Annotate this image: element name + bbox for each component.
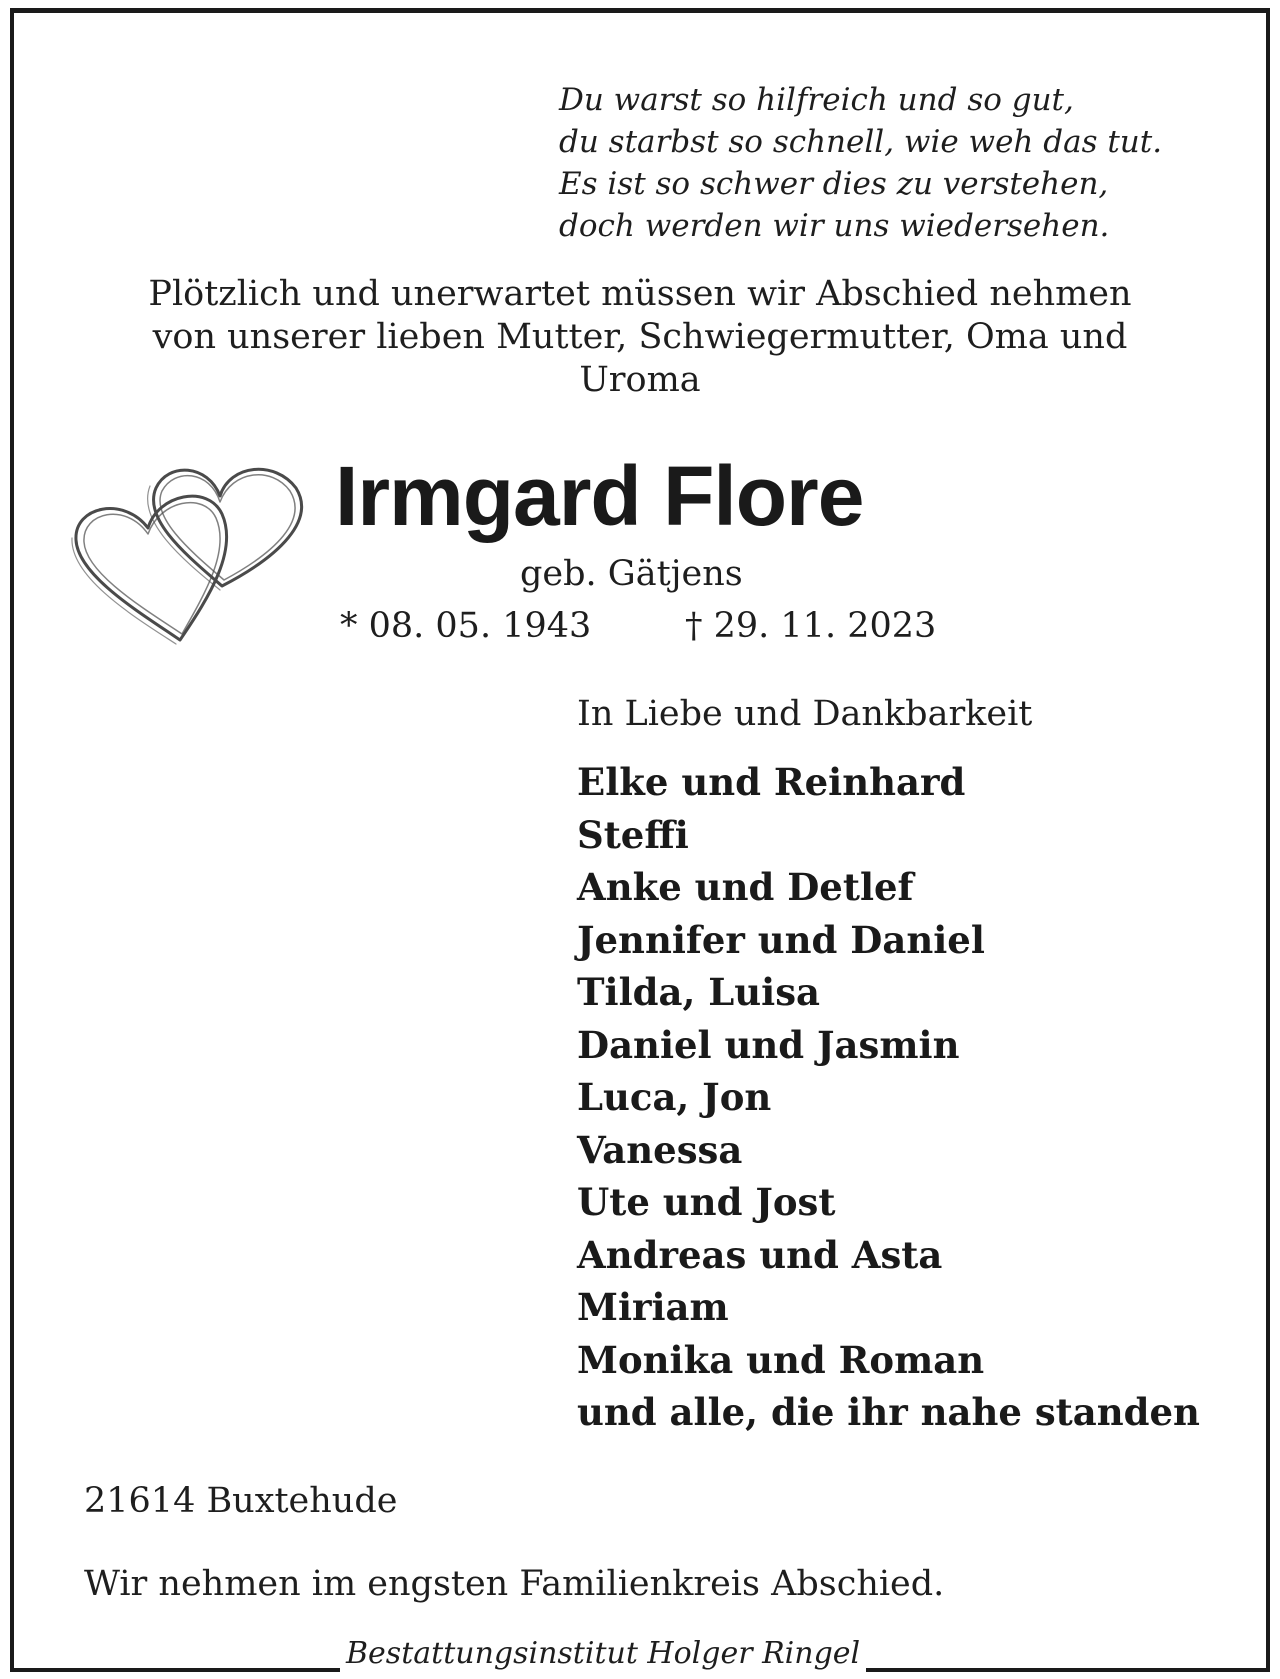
intro-text (60, 273, 1220, 402)
mourner-name: Vanessa (577, 1127, 743, 1172)
mourner-name: Steffi (577, 812, 689, 857)
maiden-name: geb. Gätjens (520, 554, 743, 594)
mourners-heading: In Liebe und Dankbarkeit (577, 694, 1033, 734)
death-date: † 29. 11. 2023 (685, 606, 937, 646)
poem-line: Es ist so schwer dies zu verstehen, (559, 166, 1109, 202)
mourner-name: Monika und Roman (577, 1337, 985, 1382)
two-hearts-icon (70, 458, 320, 658)
mourner-name: Ute und Jost (577, 1180, 836, 1224)
location: 21614 Buxtehude (84, 1481, 398, 1521)
mourner-name: Elke und Reinhard (577, 760, 966, 804)
mourner-name: und alle, die ihr nahe standen (577, 1390, 1200, 1434)
mourner-name: Anke und Detlef (577, 865, 914, 909)
mourner-name: Luca, Jon (577, 1075, 772, 1119)
poem-line: du starbst so schnell, wie weh das tut. (559, 124, 1163, 160)
mourner-name: Miriam (577, 1285, 729, 1329)
deceased-name: Irmgard Flore (335, 449, 864, 543)
intro-line: Uroma (579, 360, 701, 400)
poem-line: Du warst so hilfreich und so gut, (559, 82, 1074, 118)
mourners-list (577, 756, 1200, 1439)
intro-line: Plötzlich und unerwartet müssen wir Abschied nehmen (148, 274, 1132, 314)
mourner-name: Tilda, Luisa (577, 970, 821, 1014)
closing-text: Wir nehmen im engsten Familienkreis Abschied. (84, 1564, 945, 1604)
mourner-name: Daniel und Jasmin (577, 1022, 960, 1067)
intro-line: von unserer lieben Mutter, Schwiegermutter, Oma und (152, 317, 1128, 357)
birth-date: * 08. 05. 1943 (340, 606, 592, 646)
mourner-name: Andreas und Asta (577, 1232, 943, 1277)
undertaker-name: Bestattungsinstitut Holger Ringel (340, 1634, 866, 1674)
poem (559, 79, 1162, 247)
mourner-name: Jennifer und Daniel (577, 917, 985, 962)
poem-line: doch werden wir uns wiedersehen. (559, 208, 1110, 244)
